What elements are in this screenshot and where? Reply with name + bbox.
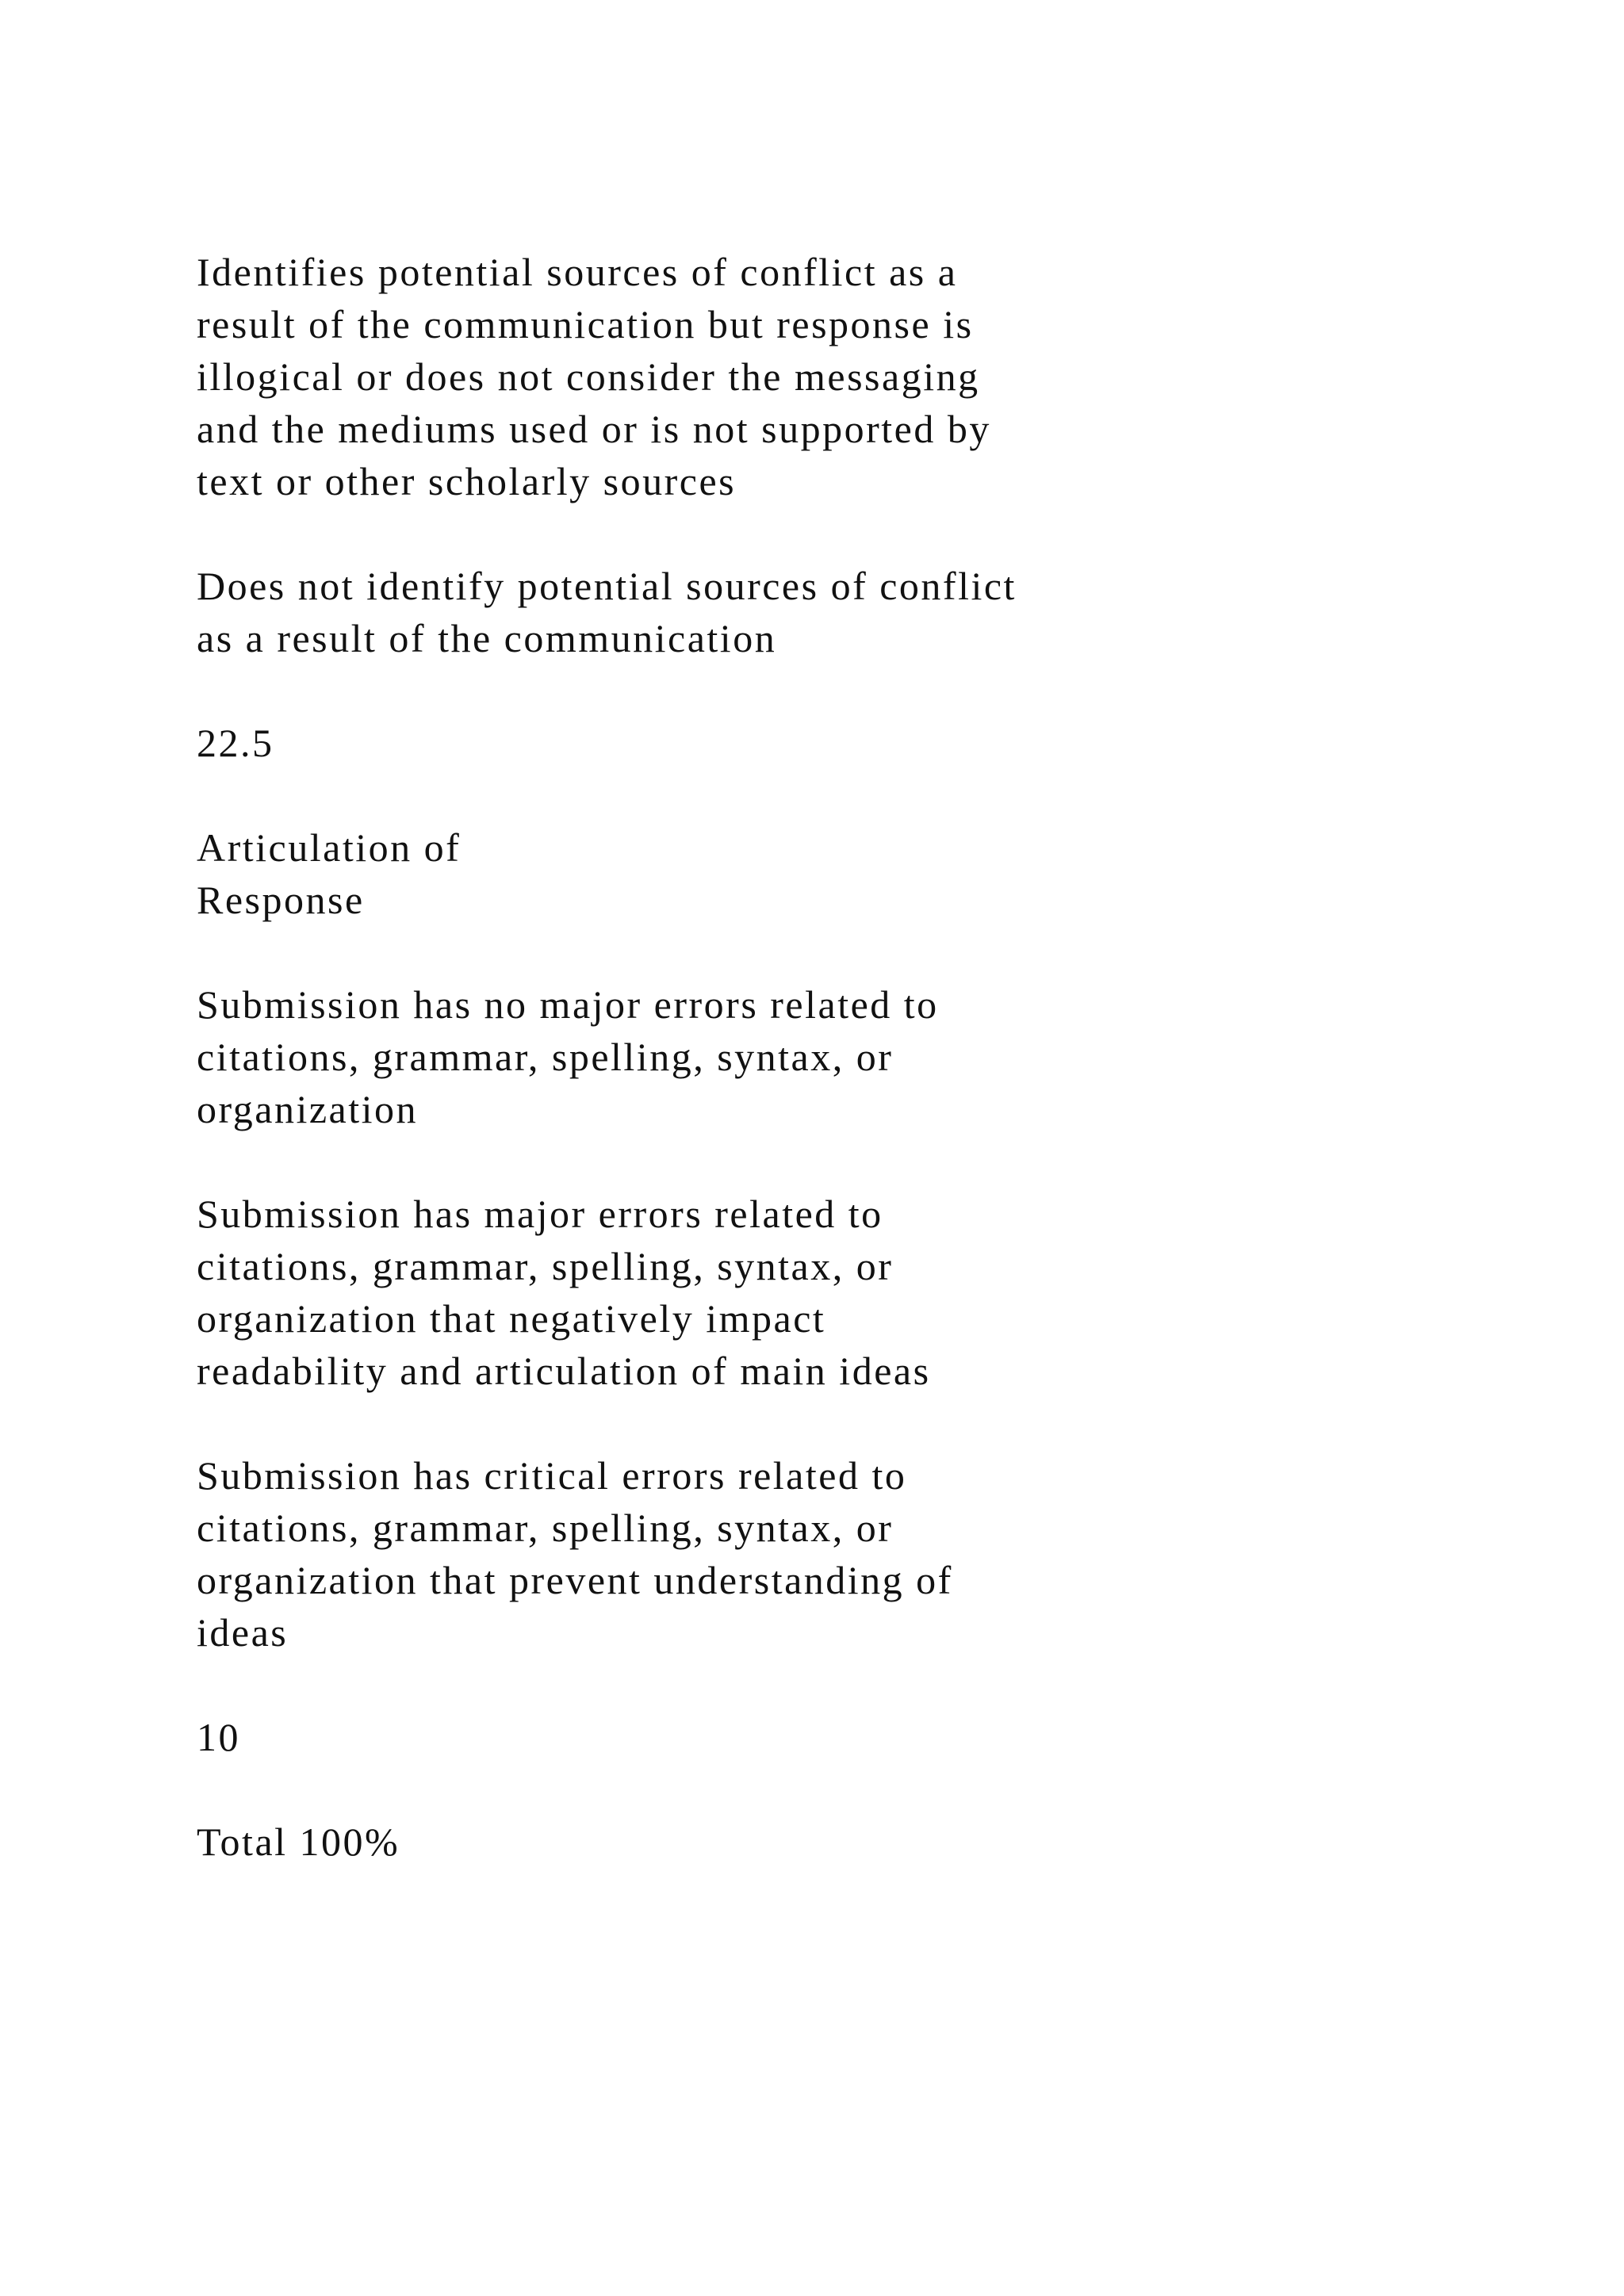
criterion-title: Articulation of Response — [197, 825, 462, 922]
criterion-weight-2: 10 — [197, 1715, 240, 1759]
criterion-not-evident-description-2: Submission has critical errors related to citations, grammar, spelling, syntax, or organization that prevent understanding of ideas — [197, 1453, 953, 1655]
criterion-weight: 22.5 — [197, 721, 274, 765]
criterion-needs-improvement-description: Submission has major errors related to citations, grammar, spelling, syntax, or organization that negatively impact readability and articulation of main ideas — [197, 1192, 931, 1393]
criterion-partial-description: Identifies potential sources of conflict as a result of the communication but response is illogical or does not consider the messaging and the mediums used or is not supported by text or other scholarly sources — [197, 250, 991, 503]
criterion-proficient-description: Submission has no major errors related to citations, grammar, spelling, syntax, or organization — [197, 982, 939, 1131]
criterion-not-evident-description: Does not identify potential sources of conflict as a result of the communication — [197, 564, 1017, 660]
total-weight: Total 100% — [197, 1820, 400, 1864]
document-page — [197, 246, 1465, 1920]
